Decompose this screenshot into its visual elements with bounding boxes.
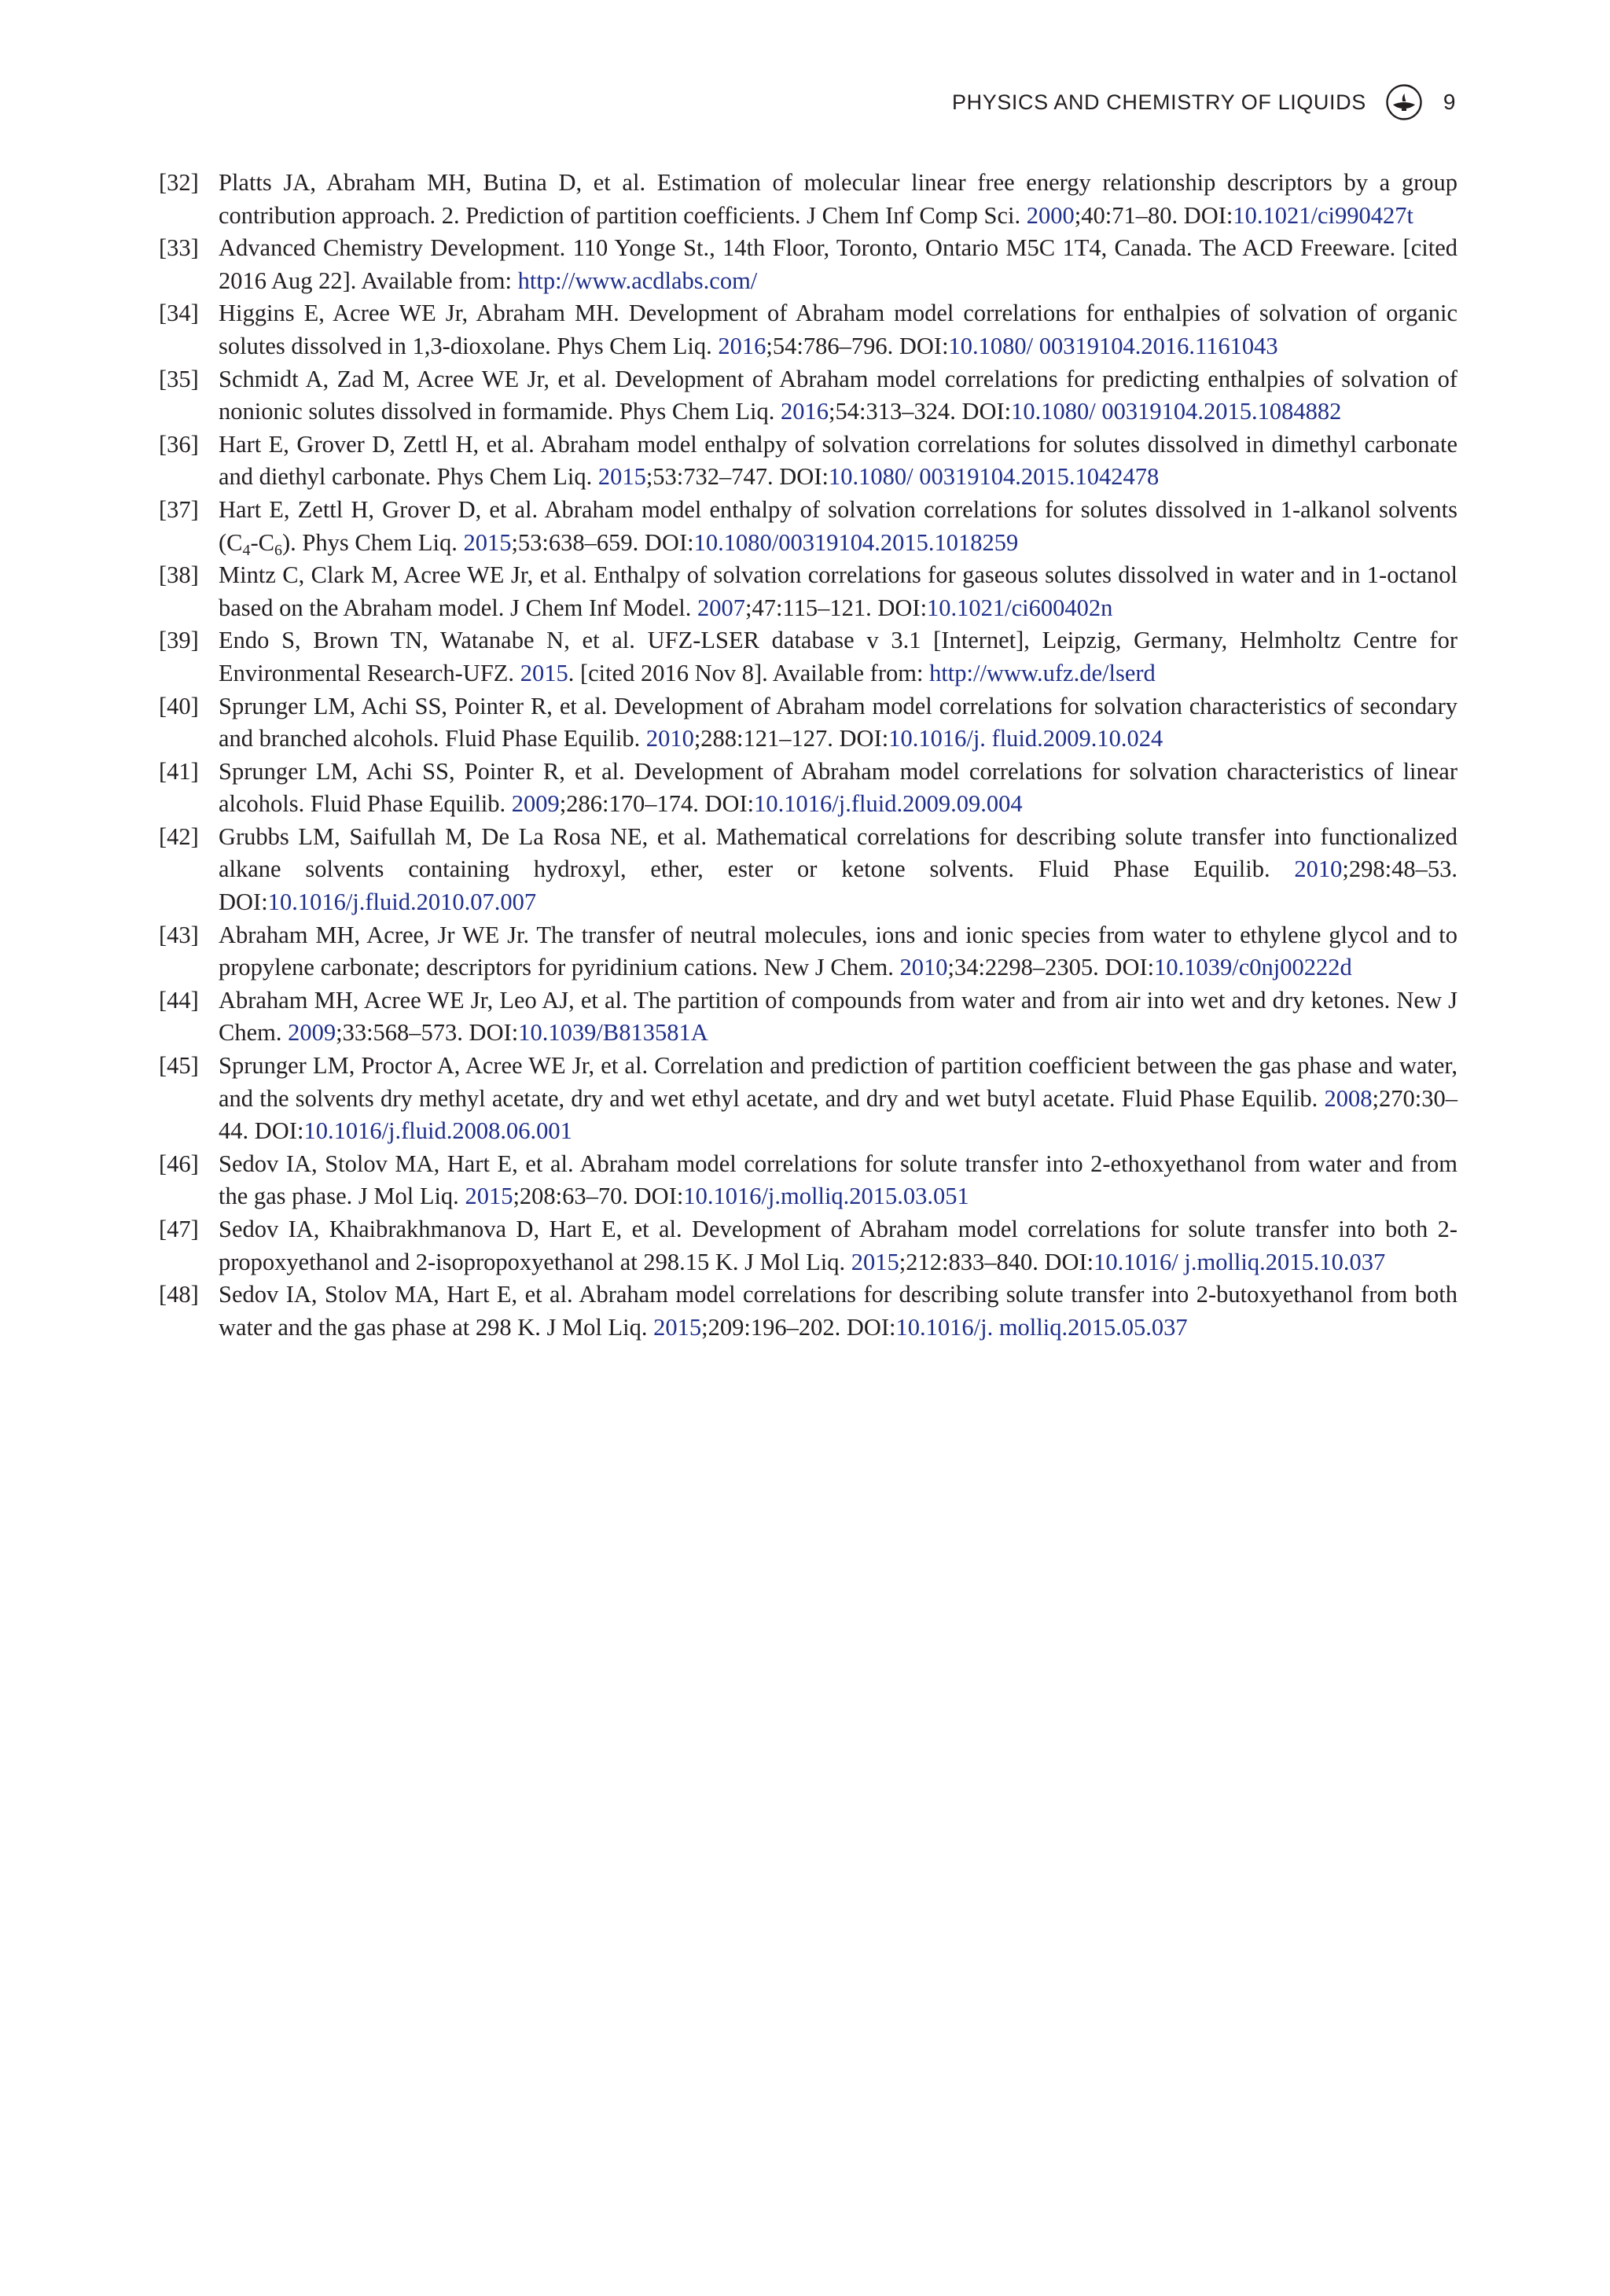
reference-item: [159, 1050, 1457, 1148]
reference-item: [159, 1148, 1457, 1213]
reference-number: [41]: [159, 757, 199, 785]
reference-text: ;270:30–44. DOI:: [219, 1084, 1457, 1145]
reference-text: ). Phys Chem Liq.: [282, 528, 464, 556]
reference-text: ;212:833–840. DOI:: [899, 1248, 1094, 1275]
reference-link[interactable]: 2007: [697, 594, 746, 621]
taylor-francis-lamp-icon: [1385, 83, 1423, 121]
subscript: 6: [274, 541, 282, 559]
reference-item: [159, 690, 1457, 756]
reference-link[interactable]: 2015: [520, 659, 568, 686]
reference-text: . [cited 2016 Nov 8]. Available from:: [568, 659, 930, 686]
reference-link[interactable]: 2000: [1026, 201, 1075, 229]
reference-link[interactable]: 10.1016/j.fluid.2009.09.004: [754, 790, 1023, 818]
reference-text: Abraham MH, Acree WE Jr, Leo AJ, et al. The partition of compounds from water and from air into wet and dry ketones. New J Chem.: [219, 986, 1457, 1047]
reference-link[interactable]: 10.1016/j.molliq.2015.03.051: [683, 1183, 969, 1210]
reference-number: [32]: [159, 169, 199, 196]
reference-link[interactable]: 10.1016/j. fluid.2009.10.024: [888, 725, 1163, 752]
reference-text: Advanced Chemistry Development. 110 Yonge St., 14th Floor, Toronto, Ontario M5C 1T4, Canada. The ACD Freeware. [cited 2016 Aug 22]. Available from:: [219, 234, 1457, 294]
reference-text: Platts JA, Abraham MH, Butina D, et al. Estimation of molecular linear free energy relationship descriptors by a group contribution approach. 2. Prediction of partition coefficients. J Chem Inf Comp Sci.: [219, 169, 1457, 229]
reference-link[interactable]: 2015: [851, 1248, 899, 1275]
reference-link[interactable]: 10.1039/c0nj00222d: [1154, 954, 1352, 981]
reference-list: [159, 167, 1457, 1344]
reference-number: [42]: [159, 822, 199, 850]
reference-number: [35]: [159, 365, 199, 392]
reference-number: [37]: [159, 495, 199, 523]
reference-item: [159, 363, 1457, 429]
reference-link[interactable]: http://www.acdlabs.com/: [517, 267, 758, 294]
reference-text: Endo S, Brown TN, Watanabe N, et al. UFZ-LSER database v 3.1 [Internet], Leipzig, Germany, Helmholtz Centre for Environmental Research-UFZ.: [219, 627, 1457, 686]
reference-number: [34]: [159, 300, 199, 327]
reference-number: [47]: [159, 1216, 199, 1242]
reference-item: [159, 494, 1457, 559]
reference-item: [159, 429, 1457, 494]
reference-link[interactable]: 10.1016/j.fluid.2010.07.007: [267, 889, 537, 916]
reference-text: Abraham MH, Acree, Jr WE Jr. The transfer of neutral molecules, ions and ionic species from water to ethylene glycol and to propylene carbonate; descriptors for pyridinium cations. New J Chem.: [219, 921, 1457, 981]
reference-text: -C: [250, 528, 274, 556]
reference-text: Sprunger LM, Achi SS, Pointer R, et al. Development of Abraham model correlations for solvation characteristics of linear alcohols. Fluid Phase Equilib.: [219, 757, 1457, 818]
reference-link[interactable]: 2016: [781, 398, 829, 425]
reference-item: [159, 297, 1457, 362]
reference-item: [159, 756, 1457, 821]
reference-text: Grubbs LM, Saifullah M, De La Rosa NE, et al. Mathematical correlations for describing solute transfer into functionalized alkane solvents containing hydroxyl, ether, ester or ketone solvents. Fluid Phase Equilib.: [219, 822, 1457, 883]
reference-link[interactable]: 2015: [653, 1313, 702, 1341]
reference-link[interactable]: 10.1039/B813581A: [518, 1019, 708, 1047]
reference-text: ;286:170–174. DOI:: [559, 790, 755, 818]
reference-item: [159, 559, 1457, 624]
reference-link[interactable]: 2010: [899, 954, 948, 981]
reference-text: ;53:638–659. DOI:: [511, 528, 694, 556]
reference-link[interactable]: 2008: [1324, 1084, 1373, 1112]
reference-item: [159, 1213, 1457, 1279]
reference-link[interactable]: 2009: [288, 1019, 336, 1047]
reference-link[interactable]: 2009: [511, 790, 560, 818]
journal-title: PHYSICS AND CHEMISTRY OF LIQUIDS: [952, 90, 1366, 114]
reference-text: Sprunger LM, Achi SS, Pointer R, et al. Development of Abraham model correlations for solvation characteristics of secondary and branched alcohols. Fluid Phase Equilib.: [219, 692, 1457, 752]
reference-number: [46]: [159, 1150, 199, 1177]
reference-text: ;53:732–747. DOI:: [645, 463, 829, 491]
reference-text: Schmidt A, Zad M, Acree WE Jr, et al. Development of Abraham model correlations for predicting enthalpies of solvation of nonionic solutes dissolved in formamide. Phys Chem Liq.: [219, 365, 1457, 425]
reference-number: [44]: [159, 986, 199, 1014]
reference-text: Hart E, Grover D, Zettl H, et al. Abraham model enthalpy of solvation correlations for solutes dissolved in dimethyl carbonate and diethyl carbonate. Phys Chem Liq.: [219, 430, 1457, 491]
reference-text: Sedov IA, Stolov MA, Hart E, et al. Abraham model correlations for solute transfer into 2-ethoxyethanol from water and from the gas phase. J Mol Liq.: [219, 1150, 1457, 1210]
subscript: 4: [242, 541, 251, 559]
reference-link[interactable]: 10.1080/ 00319104.2015.1042478: [828, 463, 1160, 491]
reference-number: [48]: [159, 1281, 199, 1308]
reference-link[interactable]: 10.1016/j. molliq.2015.05.037: [895, 1313, 1188, 1341]
reference-text: ;209:196–202. DOI:: [701, 1313, 896, 1341]
reference-number: [40]: [159, 692, 199, 719]
reference-text: Hart E, Zettl H, Grover D, et al. Abraham model enthalpy of solvation correlations for solutes dissolved in 1-alkanol solvents (C: [219, 495, 1457, 556]
reference-item: [159, 821, 1457, 919]
reference-number: [43]: [159, 921, 199, 948]
reference-item: [159, 1279, 1457, 1344]
reference-number: [36]: [159, 430, 199, 458]
running-header: [952, 83, 1456, 121]
reference-link[interactable]: 2010: [1294, 855, 1343, 883]
reference-link[interactable]: 10.1016/ j.molliq.2015.10.037: [1094, 1248, 1386, 1275]
reference-text: Sedov IA, Stolov MA, Hart E, et al. Abraham model correlations for describing solute transfer into 2-butoxyethanol from both water and the gas phase at 298 K. J Mol Liq.: [219, 1281, 1457, 1341]
reference-link[interactable]: 10.1080/ 00319104.2016.1161043: [948, 332, 1278, 359]
reference-text: Sprunger LM, Proctor A, Acree WE Jr, et al. Correlation and prediction of partition coefficient between the gas phase and water, and the solvents dry methyl acetate, dry and wet ethyl acetate, and dry and wet butyl acetate. Fluid Phase Equilib.: [219, 1052, 1457, 1112]
reference-text: ;288:121–127. DOI:: [693, 725, 889, 752]
reference-link[interactable]: 10.1080/ 00319104.2015.1084882: [1011, 398, 1342, 425]
reference-number: [39]: [159, 627, 199, 654]
reference-text: Higgins E, Acree WE Jr, Abraham MH. Development of Abraham model correlations for enthalpies of solvation of organic solutes dissolved in 1,3-dioxolane. Phys Chem Liq.: [219, 300, 1457, 359]
reference-item: [159, 984, 1457, 1050]
reference-text: Mintz C, Clark M, Acree WE Jr, et al. Enthalpy of solvation correlations for gaseous solutes dissolved in water and in 1-octanol based on the Abraham model. J Chem Inf Model.: [219, 561, 1457, 621]
reference-link[interactable]: 2015: [597, 463, 646, 491]
page-number: 9: [1443, 90, 1456, 114]
reference-text: ;54:786–796. DOI:: [766, 332, 949, 359]
reference-text: ;33:568–573. DOI:: [336, 1019, 519, 1047]
reference-number: [38]: [159, 561, 199, 589]
reference-link[interactable]: http://www.ufz.de/lserd: [929, 659, 1156, 686]
reference-link[interactable]: 2015: [463, 528, 512, 556]
reference-link[interactable]: 10.1021/ci990427t: [1233, 201, 1413, 229]
reference-link[interactable]: 10.1021/ci600402n: [927, 594, 1113, 621]
reference-text: Sedov IA, Khaibrakhmanova D, Hart E, et al. Development of Abraham model correlations for solute transfer into both 2-propoxyethanol and 2-isopropoxyethanol at 298.15 K. J Mol Liq.: [219, 1216, 1457, 1275]
reference-link[interactable]: 2010: [645, 725, 694, 752]
reference-link[interactable]: 2015: [465, 1183, 513, 1210]
reference-item: [159, 624, 1457, 690]
reference-text: ;40:71–80. DOI:: [1074, 201, 1233, 229]
reference-item: [159, 232, 1457, 297]
reference-text: ;208:63–70. DOI:: [513, 1183, 684, 1210]
reference-link[interactable]: 10.1016/j.fluid.2008.06.001: [303, 1117, 572, 1145]
reference-number: [33]: [159, 234, 199, 262]
reference-link[interactable]: 10.1080/00319104.2015.1018259: [693, 528, 1019, 556]
reference-item: [159, 919, 1457, 984]
reference-item: [159, 167, 1457, 232]
reference-text: ;298:48–53. DOI:: [219, 855, 1457, 916]
reference-text: ;54:313–324. DOI:: [829, 398, 1012, 425]
reference-text: ;34:2298–2305. DOI:: [947, 954, 1155, 981]
reference-text: ;47:115–121. DOI:: [745, 594, 928, 621]
reference-number: [45]: [159, 1052, 199, 1080]
reference-link[interactable]: 2016: [718, 332, 766, 359]
